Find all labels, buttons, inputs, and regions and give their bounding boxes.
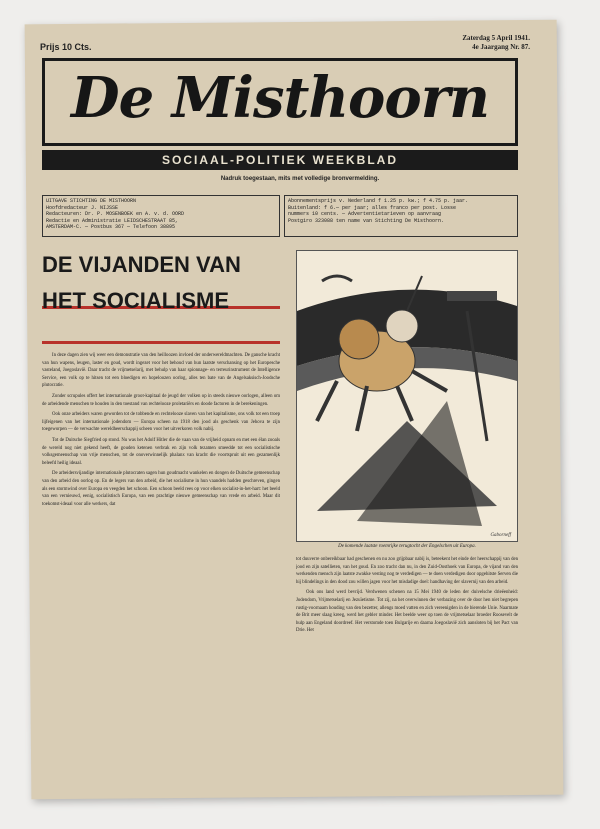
issue-volume: 4e Jaargang Nr. 87.	[472, 43, 530, 51]
issue-date: Zaterdag 5 April 1941.	[462, 34, 530, 42]
cartoon-illustration	[297, 251, 517, 541]
publisher-info-box	[42, 195, 280, 237]
cartoon-signature: Gaborneff	[490, 533, 511, 538]
publisher-line: Redacteuren: Dr. P. MOSENBOEK en A. v. d. OORD	[46, 211, 185, 217]
subscription-line: nummers 10 cents. — Advertentietarieven op aanvraag	[288, 211, 442, 217]
publisher-line: AMSTERDAM-C. — Postbus 367 — Telefoon 38895	[46, 224, 176, 230]
headline-line-1: DE VIJANDEN VAN	[42, 252, 241, 277]
article-paragraph: Ook onze arbeiders waren geworden tot de tobbende en rechtelooze slaven van het kapitalisme, ons volk tot een troep lijfeigenen van het internationale jodendom — Europa scheen na 1918 den jood als geschenk van Jehova te zijn toegeworpen — de verwachte wereldheerschappij scheen voor het uitverkoren volk nabij.	[42, 412, 280, 433]
issue-date-block	[430, 34, 530, 52]
article-paragraph: Ook ons land werd bevrijd. Verdwenen schenen na 15 Mei 1940 de leden der duivelsche drieëenheid: Jodendom, Vrijmetselarij en Jezuïetisme. Tot zij, na het overwinnen der verbazing over de door hen niet begrepen rustig-voornaam houding van den bezetter, allengs moed vatten en zich vereenigden in de bierende Unie. Naarmate de Brit meer slaag kreeg, werd het gebler minder. Het beelde weer op toen de vrijmetselaar broeder Roosevelt de hulp aan Engeland doordreef. Het verstomde toen Bulgarije en daarna Joegoslavië zich aansloten bij het Pact van Drie. Het	[296, 590, 518, 634]
article-paragraph: In deze dagen zien wij weer een demonstratie van den heilloozen invloed der onderwereldmachten. De gansche kracht van hun wapens, leugen, laster en goud, wordt ingezet voor het behoud van hun laatste verschansing op het Europesche vasteland, Joegoslavië. Daar tracht de vrijmetselarij, met behulp van haar spionnage- en terreurinstrument de Intelligence Service, een volk op te hitsen tot een bloedigen en hopeloozen oorlog, alles ten bate van de Angelsaksisch-Joodsche plutocratie.	[42, 353, 280, 389]
article-headline	[42, 252, 280, 314]
newspaper-title: De Misthoorn	[71, 65, 489, 131]
article-paragraph: tot duuverre onbereikbaar had geschenen en nu zoo grijpbaar nabij is, beteekent het einde der heerschappij van den jood en zijn satellieten, van het goud. En zoo tracht dan nu, in den Zuid-Oosthoek van Europa, de vijand van den werkenden mensch zijn laatste zwakke vesting nog te verdedigen — te doen verdedigen door opgehitste Serven die hij blindelings in den dood zou willen jagen voor het misdadige doel: handhaving der slavernij van den arbeid.	[296, 557, 518, 585]
article-column-right	[296, 556, 518, 792]
article-paragraph: De arbeidersvijandige internationale plutocraten sagen hun goudmacht wankelen en dongen de Duitsche gemeenschap van den arbeid den oorlog op. En de legers van den arbeid, die het socialisme in hun vaandels hadden geschreven, gingen als een stormwind over Europa en veegden het schoon. Een schoon beeld rees op voor elken socialist-in-het-hart: het beeld van een vernieuwd, eenig, socialistisch Europa, van een prachtige nieuwe gemeenschap van vrede en arbeid. Maar dit toekomst-ideaal voor alle werkers, dat	[42, 471, 280, 507]
price-label: Prijs 10 Cts.	[40, 42, 92, 52]
headline-rule-bottom	[42, 341, 280, 344]
subscription-line: Abonnementsprijs v. Nederland f 1.25 p. kw.; f 4.75 p. jaar.	[288, 198, 469, 204]
publisher-line: Hoofdredacteur J. NIJSSE	[46, 204, 119, 211]
publisher-line: UITGAVE STICHTING DE MISTHOORN	[46, 198, 137, 204]
article-column-left	[42, 352, 280, 792]
subscription-line: Buitenland: f 6.— per jaar; alles franco per post. Losse	[288, 204, 457, 211]
masthead-box	[42, 58, 518, 146]
cartoon-caption: De komende laatste roemrijke terugtocht der Engelschen uit Europa.	[338, 544, 476, 549]
editorial-cartoon	[296, 250, 518, 542]
subscription-line: Postgiro 323088 ten name van Stichting De Misthoorn.	[288, 217, 445, 224]
publisher-line: Redactie en Administratie LEIDSCHESTRAAT 85,	[46, 217, 179, 224]
headline-line-2: HET SOCIALISME	[42, 288, 230, 313]
reprint-notice: Nadruk toegestaan, mits met volledige bronvermelding.	[220, 176, 380, 182]
subscription-info-box	[284, 195, 518, 237]
article-paragraph: Zonder scrupules offert het internationale groot-kapitaal de jeugd der volken op in steeds nieuwe oorlogen, alleen om de arbeidende menschen te houden in den toestand van rechtelooze proletariërs en doode factoren in de berekeningen.	[42, 393, 280, 407]
article-paragraph: Tot de Duitsche Siegfried op stond. Nu was het Adolf Hitler die de vaan van de vrijheid opnam en met een élan zooals de wereld nog niet gekend heeft, de gouden ketenen verbrak en zijn volk tezamen smeedde tot een socialistische volksgemeenschap van vrije menschen, tot de onoverwinnelijk phalanx van kracht die voortspruit uit een gezamenlijk beleefd heilig ideaal.	[42, 437, 280, 466]
newspaper-subtitle: SOCIAAL-POLITIEK WEEKBLAD	[42, 150, 518, 170]
